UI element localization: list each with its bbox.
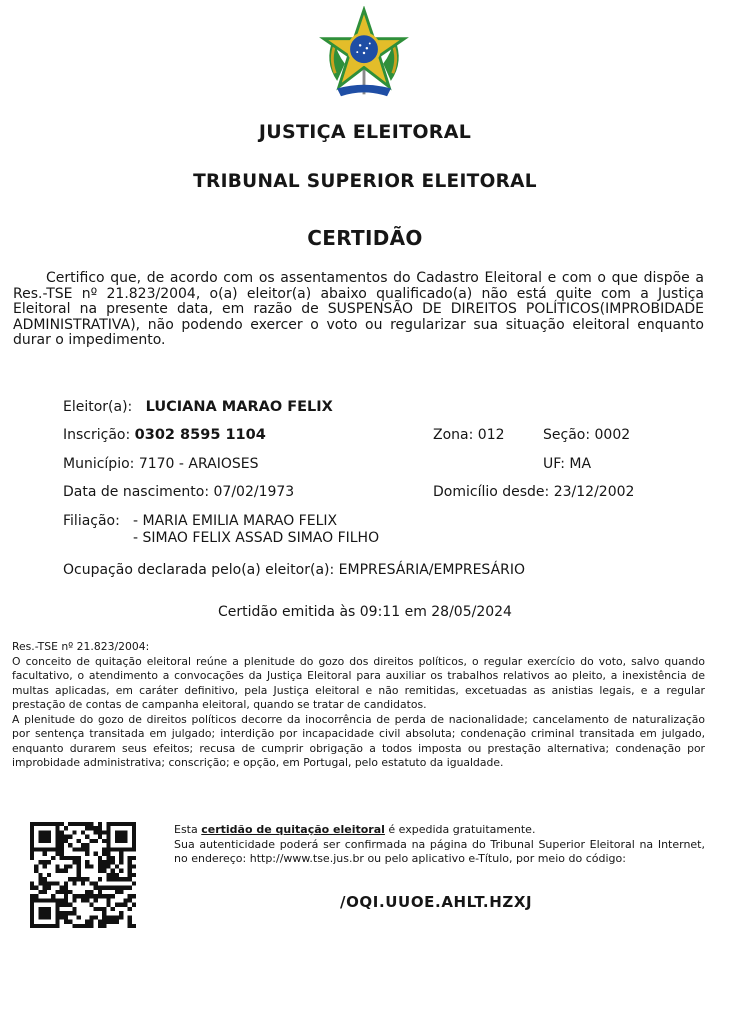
- ocupacao-label: Ocupação declarada pelo(a) eleitor(a):: [63, 562, 335, 578]
- filiacao-father: - SIMAO FELIX ASSAD SIMAO FILHO: [133, 530, 380, 546]
- auth-line-1-suffix: é expedida gratuitamente.: [388, 823, 536, 836]
- header-tribunal: TRIBUNAL SUPERIOR ELEITORAL: [193, 171, 537, 192]
- auth-line-1-prefix: Esta: [174, 823, 198, 836]
- field-ocupacao: [63, 562, 525, 578]
- municipio-label: Município:: [63, 456, 135, 472]
- field-domicilio: [433, 484, 634, 500]
- certidao-quitacao-link[interactable]: certidão de quitação eleitoral: [201, 823, 385, 836]
- filiacao-mother: - MARIA EMILIA MARAO FELIX: [133, 513, 338, 529]
- emission-timestamp: Certidão emitida às 09:11 em 28/05/2024: [218, 604, 512, 620]
- inscricao-label: Inscrição:: [63, 427, 131, 443]
- header-justica-eleitoral: JUSTIÇA ELEITORAL: [258, 121, 472, 143]
- ocupacao-value: EMPRESÁRIA/EMPRESÁRIO: [338, 562, 526, 578]
- field-zona: [433, 427, 505, 443]
- secao-value: 0002: [594, 427, 631, 443]
- brazil-coat-of-arms-icon: [316, 6, 412, 102]
- intro-paragraph: Certifico que, de acordo com os assentamentos do Cadastro Eleitoral e com o que dispõe a Res.-TSE nº 21.823/2004, o(a) eleitor(a) abaixo qualificado(a) não está quite com a Justiça Eleitoral na presente data, em razão de SUSPENSÃO DE DIREITOS POLÍTICOS(IMPROBIDADE ADMINISTRATIVA), não podendo exercer o voto ou regularizar sua situação eleitoral enquanto durar o impedimento.: [13, 270, 704, 349]
- qr-code-icon: [30, 822, 136, 928]
- field-inscricao: [63, 427, 266, 443]
- nascimento-value: 07/02/1973: [213, 484, 295, 500]
- nascimento-label: Data de nascimento:: [63, 484, 210, 500]
- authenticity-notice: [174, 823, 705, 867]
- zona-label: Zona:: [433, 427, 474, 443]
- legal-notes: [12, 640, 705, 771]
- document-title: CERTIDÃO: [307, 226, 423, 250]
- field-secao: [543, 427, 630, 443]
- field-filiacao-label: Filiação:: [63, 513, 120, 529]
- field-nascimento: [63, 484, 294, 500]
- auth-line-1: [174, 823, 705, 838]
- legal-title: Res.-TSE nº 21.823/2004:: [12, 640, 150, 653]
- municipio-value: 7170 - ARAIOSES: [138, 456, 259, 472]
- field-voter-name: [63, 399, 333, 415]
- secao-label: Seção:: [543, 427, 591, 443]
- zona-value: 012: [477, 427, 505, 443]
- verification-code: /OQI.UUOE.AHLT.HZXJ: [340, 893, 533, 911]
- auth-line-2: Sua autenticidade poderá ser confirmada na página do Tribunal Superior Eleitoral na Internet, no endereço: http://www.tse.jus.br ou pelo aplicativo e-Título, por meio do código:: [174, 837, 705, 865]
- uf-label: UF:: [543, 456, 565, 472]
- field-uf: [543, 456, 591, 472]
- domicilio-value: 23/12/2002: [553, 484, 635, 500]
- uf-value: MA: [569, 456, 592, 472]
- legal-paragraph-2: A plenitude do gozo de direitos políticos decorre da inocorrência de perda de nacionalidade; cancelamento de naturalização por sentença transitada em julgado; interdição por incapacidade civil absoluta; condenação criminal transitada em julgado, enquanto durarem seus efeitos; recusa de cumprir obrigação a todos imposta ou prestação alternativa; condenação por improbidade administrativa; conscrição; e opção, em Portugal, pelo estatuto da igualdade.: [12, 712, 705, 769]
- field-municipio: [63, 456, 259, 472]
- domicilio-label: Domicílio desde:: [433, 484, 550, 500]
- legal-paragraph-1: O conceito de quitação eleitoral reúne a plenitude do gozo dos direitos políticos, o regular exercício do voto, salvo quando facultativo, o atendimento a convocações da Justiça Eleitoral para auxiliar os trabalhos relativos ao pleito, a inexistência de multas aplicadas, em caráter definitivo, pela Justiça eleitoral e não remitidas, excetuadas as anistias legais, e a regular prestação de contas de campanha eleitoral, quando se tratar de candidatos.: [12, 654, 705, 711]
- voter-name-label: Eleitor(a):: [63, 399, 133, 415]
- inscricao-value: 0302 8595 1104: [134, 427, 266, 443]
- voter-name: LUCIANA MARAO FELIX: [145, 399, 333, 415]
